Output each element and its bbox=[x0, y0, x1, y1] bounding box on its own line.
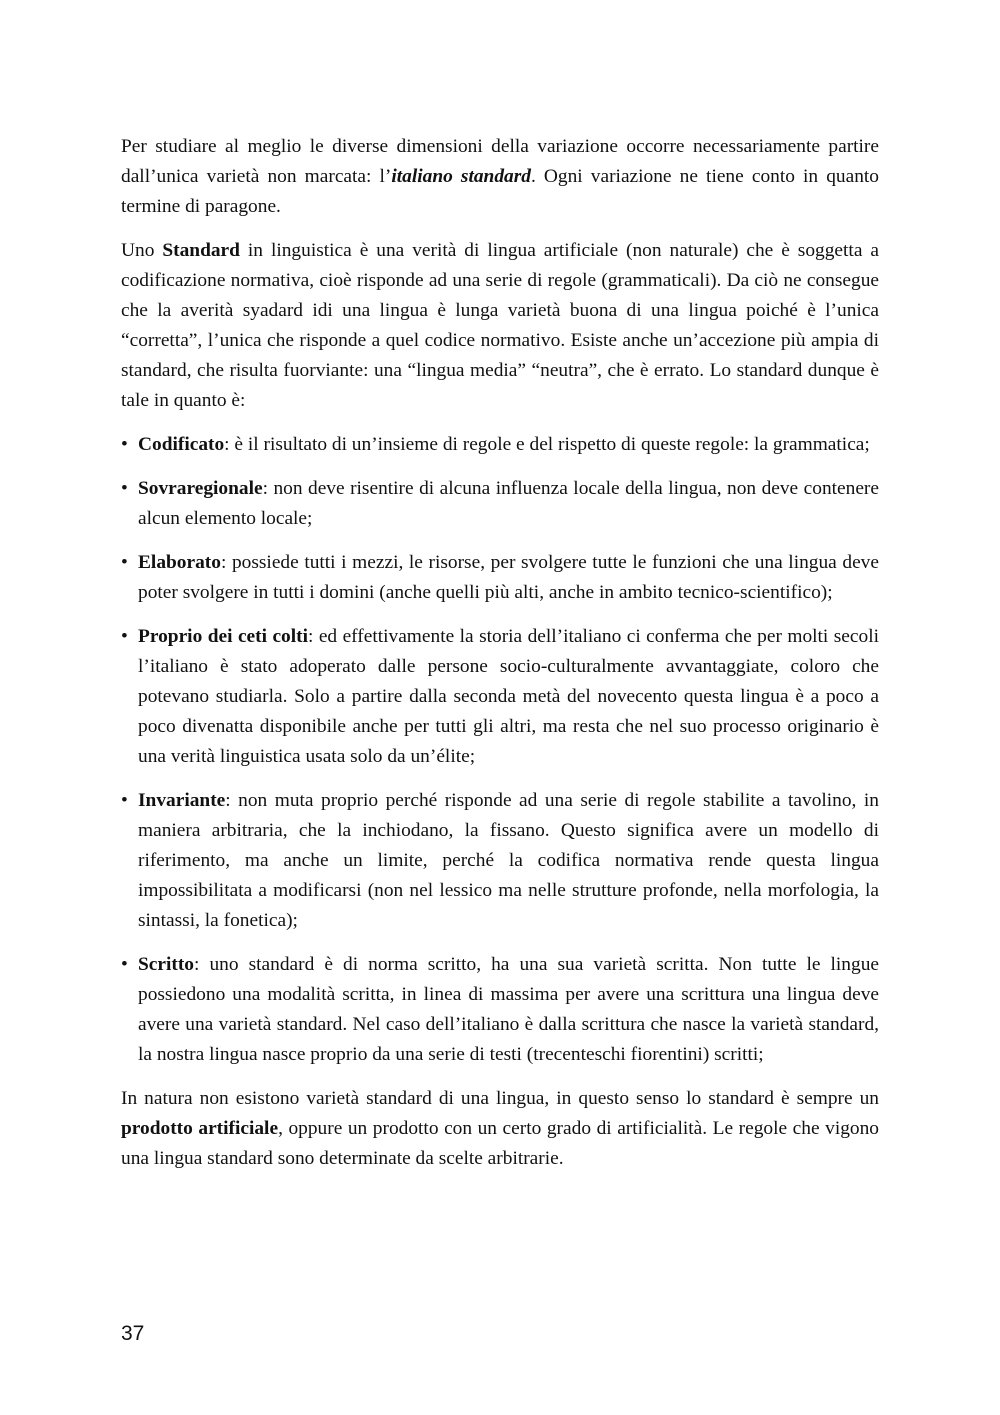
bullet-icon: • bbox=[121, 478, 128, 499]
italiano-standard-emphasis: italiano standard bbox=[391, 166, 531, 187]
prodotto-artificiale-term: prodotto artificiale bbox=[121, 1118, 279, 1139]
definition-text-before: Uno bbox=[121, 240, 163, 261]
intro-text-before: Per studiare al meglio le diverse dimensioni della variazione occorre necessariamente partire dall’unica varietà non marcata: l’ bbox=[121, 136, 879, 187]
list-item-text: : uno standard è di norma scritto, ha una sua varietà scritta. Non tutte le lingue possiedono una modalità scritta, in linea di massima per avere una scrittura una lingua deve avere una varietà standard. Nel caso dell’italiano è dalla scrittura che nasce la varietà standard, la nostra lingua nasce proprio da una serie di testi (trecenteschi fiorentini) scritti; bbox=[138, 954, 879, 1065]
bullet-icon: • bbox=[121, 626, 128, 647]
conclusion-text-after: , oppure un prodotto con un certo grado di artificialità. Le regole che vigono una lingua standard sono determinate da scelte arbitrarie. bbox=[121, 1118, 879, 1169]
list-item-scritto bbox=[121, 950, 879, 1070]
list-item-codificato bbox=[121, 430, 879, 460]
list-item-text: : non muta proprio perché risponde ad una serie di regole stabilite a tavolino, in maniera arbitraria, che la inchiodano, la fissano. Questo significa avere un modello di riferimento, ma anche un limite, perché la codifica normativa rende questa lingua impossibilitata a modificarsi (non nel lessico ma nelle strutture profonde, nella morfologia, la sintassi, la fonetica); bbox=[138, 790, 879, 931]
list-item-term: Scritto bbox=[138, 954, 194, 975]
list-item-text: : ed effettivamente la storia dell’italiano ci conferma che per molti secoli l’italiano è stato adoperato dalle persone socio-culturalmente avvantaggiate, coloro che potevano studiarla. Solo a partire dalla seconda metà del novecento questa lingua è a poco a poco divenatta disponibile anche per tutti gli altri, ma resta che nel suo processo originario è una verità linguistica usata solo da un’élite; bbox=[138, 626, 879, 767]
list-item-invariante bbox=[121, 786, 879, 936]
intro-text-after: . Ogni variazione ne tiene conto in quanto termine di paragone. bbox=[121, 166, 879, 217]
bullet-icon: • bbox=[121, 434, 128, 455]
conclusion-text-before: In natura non esistono varietà standard di una lingua, in questo senso lo standard è sempre un bbox=[121, 1088, 879, 1109]
list-item-term: Codificato bbox=[138, 434, 225, 455]
list-item-text: : possiede tutti i mezzi, le risorse, per svolgere tutte le funzioni che una lingua deve poter svolgere in tutti i domini (anche quelli più alti, anche in ambito tecnico-scientifico); bbox=[138, 552, 879, 603]
bullet-icon: • bbox=[121, 954, 128, 975]
page-number: 37 bbox=[121, 1322, 145, 1345]
bullet-icon: • bbox=[121, 552, 128, 573]
list-item-term: Proprio dei ceti colti bbox=[138, 626, 308, 647]
conclusion-paragraph bbox=[121, 1084, 879, 1174]
list-item-text: : non deve risentire di alcuna influenza locale della lingua, non deve contenere alcun elemento locale; bbox=[138, 478, 879, 529]
document-page bbox=[121, 132, 879, 1188]
bullet-icon: • bbox=[121, 790, 128, 811]
definition-text-after: in linguistica è una verità di lingua artificiale (non naturale) che è soggetta a codificazione normativa, cioè risponde ad una serie di regole (grammaticali). Da ciò ne consegue che la averità syadard idi una lingua è lunga varietà buona di una lingua poiché è l’unica “corretta”, l’unica che risponde a quel codice normativo. Esiste anche un’accezione più ampia di standard, che risulta fuorviante: una “lingua media” “neutra”, che è errato. Lo standard dunque è tale in quanto è: bbox=[121, 240, 879, 411]
list-item-text: : è il risultato di un’insieme di regole e del rispetto di queste regole: la grammatica; bbox=[224, 434, 870, 455]
intro-paragraph bbox=[121, 132, 879, 222]
list-item-term: Invariante bbox=[138, 790, 226, 811]
list-item-term: Sovraregionale bbox=[138, 478, 263, 499]
list-item-proprio-dei-ceti-colti bbox=[121, 622, 879, 772]
list-item-elaborato bbox=[121, 548, 879, 608]
list-item-term: Elaborato bbox=[138, 552, 221, 573]
standard-term: Standard bbox=[162, 240, 240, 261]
standard-definition-paragraph bbox=[121, 236, 879, 416]
list-item-sovraregionale bbox=[121, 474, 879, 534]
standard-properties-list bbox=[121, 430, 879, 1070]
